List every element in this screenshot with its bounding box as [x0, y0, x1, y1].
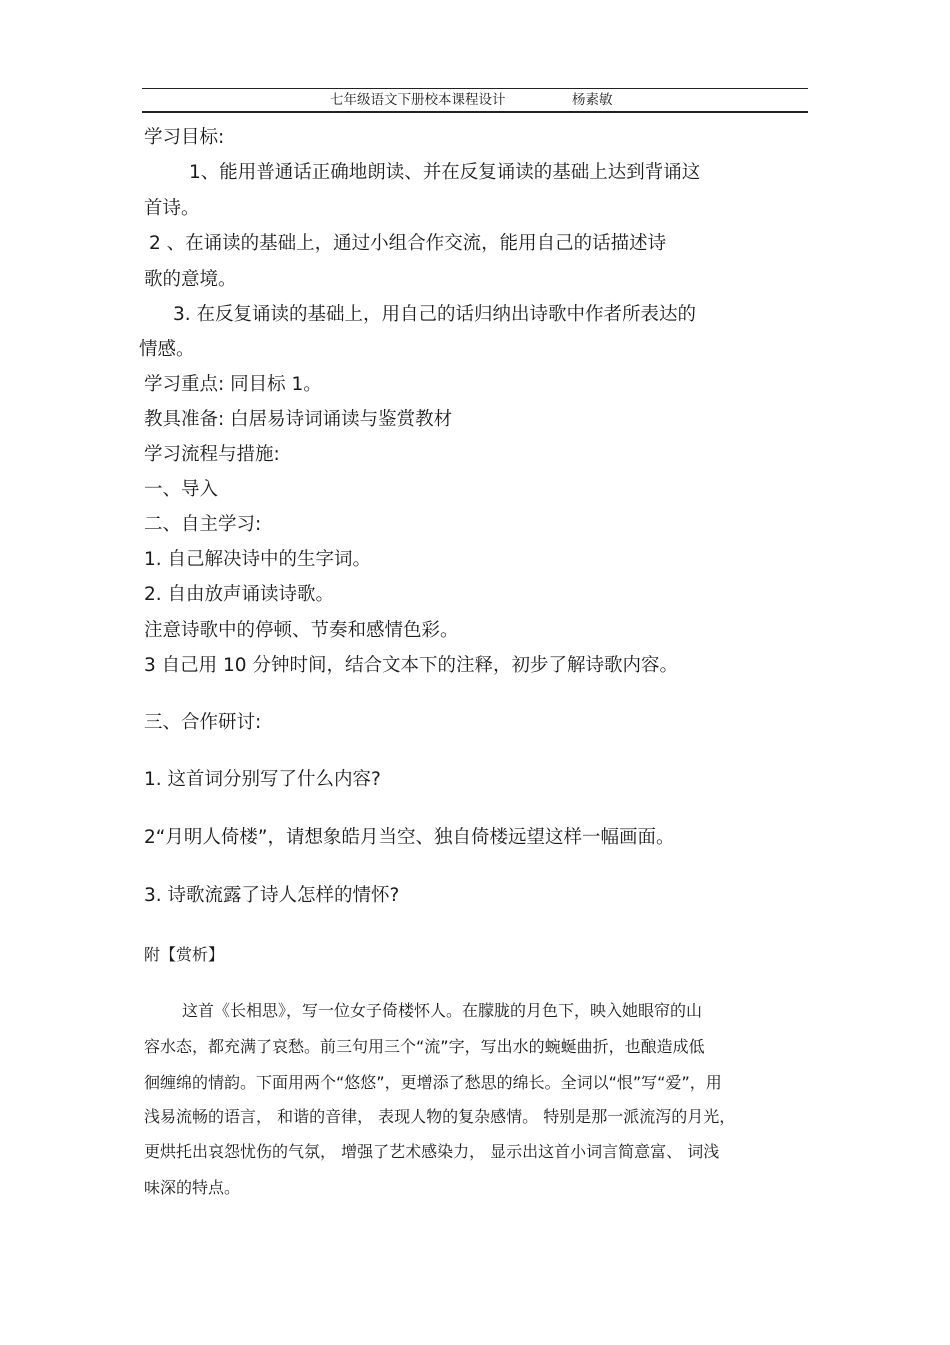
appreciation-line-2: 容水态，都充满了哀愁。前三句用三个“流”字，写出水的蜿蜒曲折，也酿造成低	[144, 1037, 705, 1056]
objective-1-line-1: 1、能用普通话正确地朗读、并在反复诵读的基础上达到背诵这	[189, 162, 701, 183]
section-introduction: 一、导入	[144, 479, 219, 500]
objective-3-line-2: 情感。	[139, 339, 195, 360]
self-study-item-3: 3 自己用 10 分钟时间，结合文本下的注释，初步了解诗歌内容。	[144, 655, 678, 676]
objective-3-line-1: 3. 在反复诵读的基础上，用自己的话归纳出诗歌中作者所表达的	[173, 304, 697, 325]
self-study-item-2: 2. 自由放声诵读诗歌。	[144, 584, 335, 605]
header-course-title: 七年级语文下册校本课程设计	[330, 92, 506, 108]
header-rule-bottom	[142, 111, 808, 113]
header-rule-top	[142, 88, 808, 89]
appendix-title: 附【赏析】	[144, 945, 225, 964]
process-heading: 学习流程与措施:	[144, 444, 280, 465]
objective-2-line-2: 歌的意境。	[144, 269, 237, 290]
appreciation-line-6: 味深的特点。	[144, 1178, 241, 1197]
discussion-question-2: 2“月明人倚楼”，请想象皓月当空、独自倚楼远望这样一幅画面。	[144, 827, 675, 848]
discussion-question-3: 3. 诗歌流露了诗人怎样的情怀?	[144, 885, 400, 906]
section-self-study: 二、自主学习:	[144, 514, 262, 535]
key-points: 学习重点: 同目标 1。	[144, 374, 322, 395]
appreciation-line-5: 更烘托出哀怨忧伤的气氛， 增强了艺术感染力， 显示出这首小词言简意富、 词浅	[144, 1142, 720, 1161]
objective-2-line-1: 2 、在诵读的基础上，通过小组合作交流，能用自己的话描述诗	[149, 233, 667, 254]
appreciation-line-3: 徊缠绵的情韵。下面用两个“悠悠”，更增添了愁思的绵长。全词以“恨”写“爱”，用	[144, 1073, 722, 1092]
self-study-item-1: 1. 自己解决诗中的生字词。	[144, 549, 372, 570]
self-study-note: 注意诗歌中的停顿、节奏和感情色彩。	[144, 620, 459, 641]
page-header	[142, 90, 808, 110]
appreciation-line-1: 这首《长相思》，写一位女子倚楼怀人。在朦胧的月色下，映入她眼帘的山	[182, 1001, 703, 1020]
header-author: 杨素敏	[572, 92, 613, 108]
teaching-materials: 教具准备: 白居易诗词诵读与鉴赏教材	[144, 409, 453, 430]
section-discussion: 三、合作研讨:	[144, 712, 262, 733]
objective-1-line-2: 首诗。	[144, 198, 200, 219]
appreciation-line-4: 浅易流畅的语言， 和谐的音律， 表现人物的复杂感情。 特别是那一派流泻的月光，	[144, 1107, 736, 1126]
objectives-heading: 学习目标:	[144, 127, 225, 148]
discussion-question-1: 1. 这首词分别写了什么内容?	[144, 769, 381, 790]
